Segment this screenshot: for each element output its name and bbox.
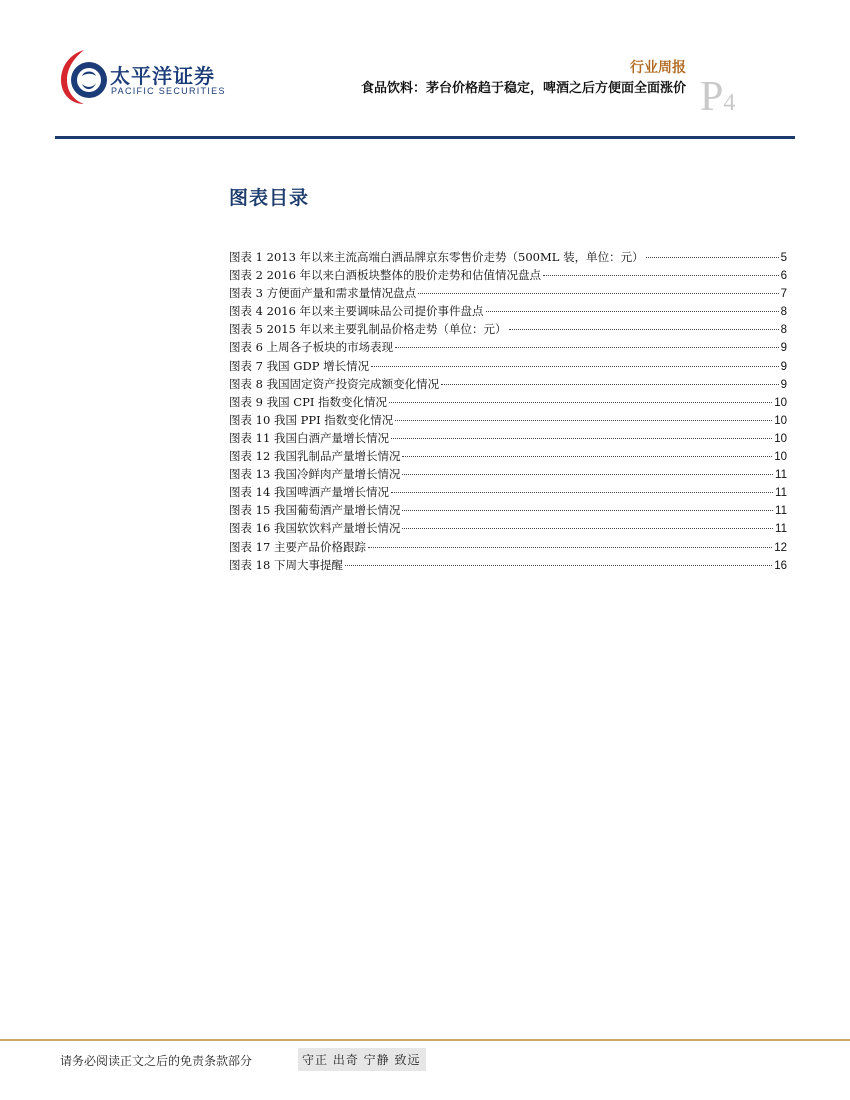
toc-heading: 图表目录: [229, 187, 310, 209]
toc-entry[interactable]: [229, 248, 787, 266]
toc-leader-dots: [345, 565, 772, 566]
footer-motto: 守正 出奇 宁静 致远: [298, 1048, 426, 1071]
logo-emblem-icon: [58, 46, 110, 110]
toc-leader-dots: [509, 329, 779, 330]
toc-entry-label: 图表 11 我国白酒产量增长情况: [229, 430, 389, 445]
toc-entry[interactable]: [229, 538, 787, 556]
toc-entry-label: 图表 17 主要产品价格跟踪: [229, 539, 366, 554]
toc-entry[interactable]: [229, 465, 787, 483]
toc-entry-label: 图表 3 方便面产量和需求量情况盘点: [229, 286, 417, 301]
toc-entry-page: 11: [775, 487, 787, 500]
toc-entry-label: 图表 6 上周各子板块的市场表现: [229, 340, 394, 355]
toc-entry-page: 10: [774, 396, 787, 409]
header-divider: [55, 136, 795, 139]
toc-entry-page: 16: [774, 559, 787, 572]
page-number-value: 4: [723, 90, 736, 116]
toc-entry[interactable]: [229, 375, 787, 393]
footer-disclaimer: 请务必阅读正文之后的免责条款部分: [60, 1054, 253, 1068]
toc-leader-dots: [391, 438, 772, 439]
toc-entry[interactable]: [229, 357, 787, 375]
toc-leader-dots: [402, 528, 773, 529]
toc-entry[interactable]: [229, 393, 787, 411]
report-type: 行业周报: [630, 60, 686, 76]
toc-entry[interactable]: [229, 501, 787, 519]
toc-entry-label: 图表 15 我国葡萄酒产量增长情况: [229, 503, 401, 518]
logo-english-name: PACIFIC SECURITIES: [111, 86, 226, 96]
figure-list: [229, 248, 787, 574]
toc-entry-page: 10: [774, 432, 787, 445]
toc-entry-page: 8: [780, 324, 787, 337]
toc-entry[interactable]: [229, 556, 787, 574]
toc-entry-label: 图表 9 我国 CPI 指数变化情况: [229, 394, 388, 409]
toc-entry[interactable]: [229, 519, 787, 537]
toc-entry-page: 9: [780, 378, 787, 391]
report-title: 食品饮料：茅台价格趋于稳定，啤酒之后方便面全面涨价: [360, 81, 686, 96]
toc-leader-dots: [395, 347, 778, 348]
toc-entry-page: 10: [774, 451, 787, 464]
toc-leader-dots: [441, 384, 778, 385]
toc-leader-dots: [389, 402, 772, 403]
company-logo: [58, 46, 228, 110]
page-number: [700, 76, 735, 118]
toc-entry[interactable]: [229, 411, 787, 429]
toc-leader-dots: [368, 547, 772, 548]
toc-entry-label: 图表 10 我国 PPI 指数变化情况: [229, 412, 394, 427]
toc-entry-page: 11: [775, 505, 787, 518]
toc-leader-dots: [543, 275, 779, 276]
toc-leader-dots: [402, 456, 772, 457]
toc-leader-dots: [402, 510, 773, 511]
toc-entry-label: 图表 5 2015 年以来主要乳制品价格走势（单位：元）: [229, 322, 507, 337]
toc-leader-dots: [646, 257, 779, 258]
toc-entry-label: 图表 8 我国固定资产投资完成额变化情况: [229, 376, 440, 391]
toc-entry[interactable]: [229, 447, 787, 465]
page-prefix: P: [700, 74, 724, 120]
toc-leader-dots: [418, 293, 778, 294]
toc-entry-page: 11: [775, 469, 787, 482]
footer-divider: [0, 1039, 850, 1041]
toc-entry-label: 图表 18 下周大事提醒: [229, 557, 343, 572]
toc-entry[interactable]: [229, 266, 787, 284]
toc-leader-dots: [391, 492, 773, 493]
toc-entry-page: 6: [780, 270, 787, 283]
toc-entry-label: 图表 14 我国啤酒产量增长情况: [229, 485, 389, 500]
toc-leader-dots: [486, 311, 779, 312]
toc-entry-page: 12: [774, 541, 787, 554]
toc-entry-page: 8: [780, 306, 787, 319]
toc-entry[interactable]: [229, 284, 787, 302]
toc-entry-label: 图表 16 我国软饮料产量增长情况: [229, 521, 401, 536]
toc-entry-page: 5: [780, 252, 787, 264]
toc-entry[interactable]: [229, 338, 787, 356]
logo-chinese-name: 太平洋证券: [110, 64, 215, 88]
toc-entry[interactable]: [229, 320, 787, 338]
toc-entry-page: 11: [775, 523, 787, 536]
toc-entry-label: 图表 12 我国乳制品产量增长情况: [229, 449, 401, 464]
toc-entry-page: 7: [780, 288, 787, 301]
toc-entry-label: 图表 13 我国冷鲜肉产量增长情况: [229, 467, 401, 482]
toc-entry-page: 9: [780, 342, 787, 355]
toc-entry[interactable]: [229, 483, 787, 501]
toc-leader-dots: [402, 474, 773, 475]
toc-entry-label: 图表 1 2013 年以来主流高端白酒品牌京东零售价走势（500ML 装，单位：元）: [229, 250, 644, 264]
toc-entry[interactable]: [229, 429, 787, 447]
toc-entry-page: 10: [774, 414, 787, 427]
toc-entry[interactable]: [229, 302, 787, 320]
toc-leader-dots: [395, 420, 772, 421]
toc-entry-label: 图表 7 我国 GDP 增长情况: [229, 358, 370, 373]
toc-leader-dots: [371, 366, 779, 367]
toc-entry-label: 图表 4 2016 年以来主要调味品公司提价事件盘点: [229, 304, 484, 319]
toc-entry-label: 图表 2 2016 年以来白酒板块整体的股价走势和估值情况盘点: [229, 268, 542, 283]
toc-entry-page: 9: [780, 360, 787, 373]
